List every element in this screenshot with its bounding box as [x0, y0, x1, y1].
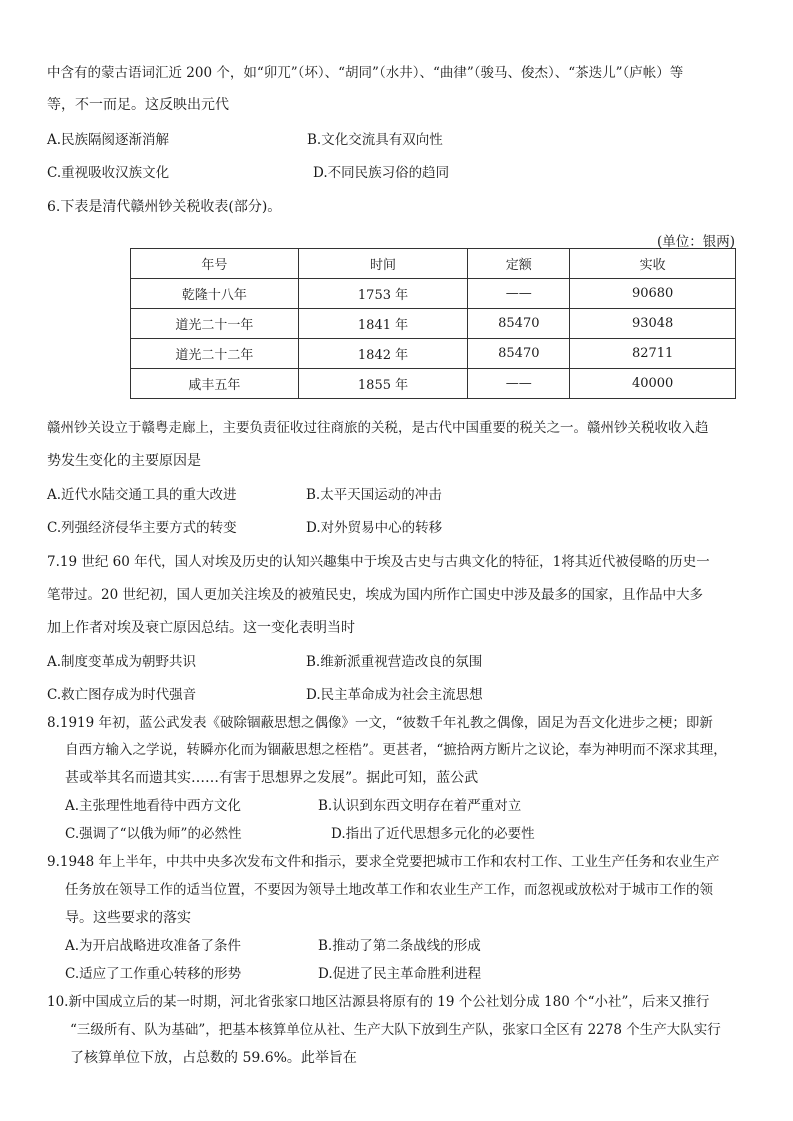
q10-line-3: 了核算单位下放，占总数的 59.6%。此举旨在: [70, 1050, 357, 1066]
q8-line-2: 自西方输入之学说，转瞬亦化而为锢蔽思想之桎梏”。更甚者，“摭拾两方断片之议论，奉为神明而不深求其理，: [65, 742, 727, 758]
table-unit: (单位：银两): [656, 234, 735, 250]
header-time: 时间: [298, 249, 468, 279]
cell-quota: ——: [468, 279, 570, 309]
option-c: C.强调了“以俄为师”的必然性: [65, 826, 242, 842]
option-d: D.促进了民主革命胜利进程: [318, 966, 482, 982]
table-row: [131, 309, 736, 339]
q8-line-1: 8.1919 年初，蓝公武发表《破除锢蔽思想之偶像》一文，“彼数千年礼教之偶像，固足为吾文化进步之梗；即新: [47, 715, 713, 731]
option-d: D.指出了近代思想多元化的必要性: [331, 826, 535, 842]
header-era: 年号: [131, 249, 299, 279]
cell-quota: 85470: [468, 339, 570, 369]
option-b: B.文化交流具有双向性: [307, 132, 443, 148]
q9-line-1: 9.1948 年上半年，中共中央多次发布文件和指示，要求全党要把城市工作和农村工作、工业生产任务和农业生产: [47, 854, 720, 870]
cell-time: 1842 年: [298, 339, 468, 369]
q6-text-2: 势发生变化的主要原因是: [47, 453, 201, 469]
q10-line-1: 10.新中国成立后的某一时期，河北省张家口地区沽源县将原有的 19 个公社划分成 180 个“小社”，后来又推行: [47, 994, 710, 1010]
q10-line-2: “三级所有、队为基础”，把基本核算单位从社、生产大队下放到生产队，张家口全区有 2278 个生产大队实行: [70, 1022, 721, 1038]
q8-line-3: 甚或举其名而遗其实……有害于思想界之发展”。据此可知，蓝公武: [65, 770, 479, 786]
option-b: B.推动了第二条战线的形成: [318, 938, 481, 954]
cell-actual: 82711: [570, 339, 736, 369]
intro-line-2: 等，不一而足。这反映出元代: [47, 97, 229, 113]
tax-table: [130, 248, 736, 399]
q7-line-3: 加上作者对埃及衰亡原因总结。这一变化表明当时: [47, 620, 355, 636]
q7-line-1: 7.19 世纪 60 年代，国人对埃及历史的认知兴趣集中于埃及古史与古典文化的特征，1将其近代被侵略的历史一: [47, 554, 710, 570]
option-d: D.民主革命成为社会主流思想: [306, 687, 483, 703]
intro-line-1: 中含有的蒙古语词汇近 200 个，如“卯兀”（坏）、“胡同”（水井）、“曲律”（骏马、俊杰）、“茶迭儿”（庐帐）等: [47, 65, 684, 81]
cell-actual: 90680: [570, 279, 736, 309]
cell-actual: 40000: [570, 369, 736, 399]
table-row: [131, 339, 736, 369]
option-d: D.不同民族习俗的趋同: [313, 165, 450, 181]
cell-actual: 93048: [570, 309, 736, 339]
cell-era: 道光二十一年: [131, 309, 299, 339]
cell-quota: ——: [468, 369, 570, 399]
header-quota: 定额: [468, 249, 570, 279]
option-b: B.太平天国运动的冲击: [306, 487, 442, 503]
cell-quota: 85470: [468, 309, 570, 339]
option-c: C.适应了工作重心转移的形势: [65, 966, 242, 982]
cell-time: 1753 年: [298, 279, 468, 309]
option-a: A.主张理性地看待中西方文化: [65, 798, 242, 814]
option-b: B.维新派重视营造改良的氛围: [306, 654, 483, 670]
option-c: C.列强经济侵华主要方式的转变: [47, 520, 237, 536]
q6-text-1: 赣州钞关设立于赣粤走廊上，主要负责征收过往商旅的关税，是古代中国重要的税关之一。赣州钞关税收收入趋: [47, 420, 709, 436]
option-d: D.对外贸易中心的转移: [306, 520, 443, 536]
q6-stem: 6.下表是清代赣州钞关税收表(部分)。: [47, 199, 282, 215]
table-row: [131, 279, 736, 309]
option-a: A.为开启战略进攻准备了条件: [65, 938, 242, 954]
q9-line-2: 任务放在领导工作的适当位置，不要因为领导土地改革工作和农业生产工作，而忽视或放松对于城市工作的领: [65, 882, 713, 898]
option-a: A.近代水陆交通工具的重大改进: [47, 487, 237, 503]
option-b: B.认识到东西文明存在着严重对立: [318, 798, 522, 814]
cell-time: 1855 年: [298, 369, 468, 399]
q9-line-3: 导。这些要求的落实: [65, 910, 191, 926]
option-c: C.救亡图存成为时代强音: [47, 687, 197, 703]
header-actual: 实收: [570, 249, 736, 279]
table-header-row: [131, 249, 736, 279]
cell-era: 咸丰五年: [131, 369, 299, 399]
option-a: A.民族隔阂逐渐消解: [47, 132, 170, 148]
option-a: A.制度变革成为朝野共识: [47, 654, 197, 670]
option-c: C.重视吸收汉族文化: [47, 165, 170, 181]
cell-era: 乾隆十八年: [131, 279, 299, 309]
q7-line-2: 笔带过。20 世纪初，国人更加关注埃及的被殖民史，埃成为国内所作亡国史中涉及最多的国家，且作品中大多: [47, 587, 703, 603]
table-row: [131, 369, 736, 399]
cell-era: 道光二十二年: [131, 339, 299, 369]
cell-time: 1841 年: [298, 309, 468, 339]
